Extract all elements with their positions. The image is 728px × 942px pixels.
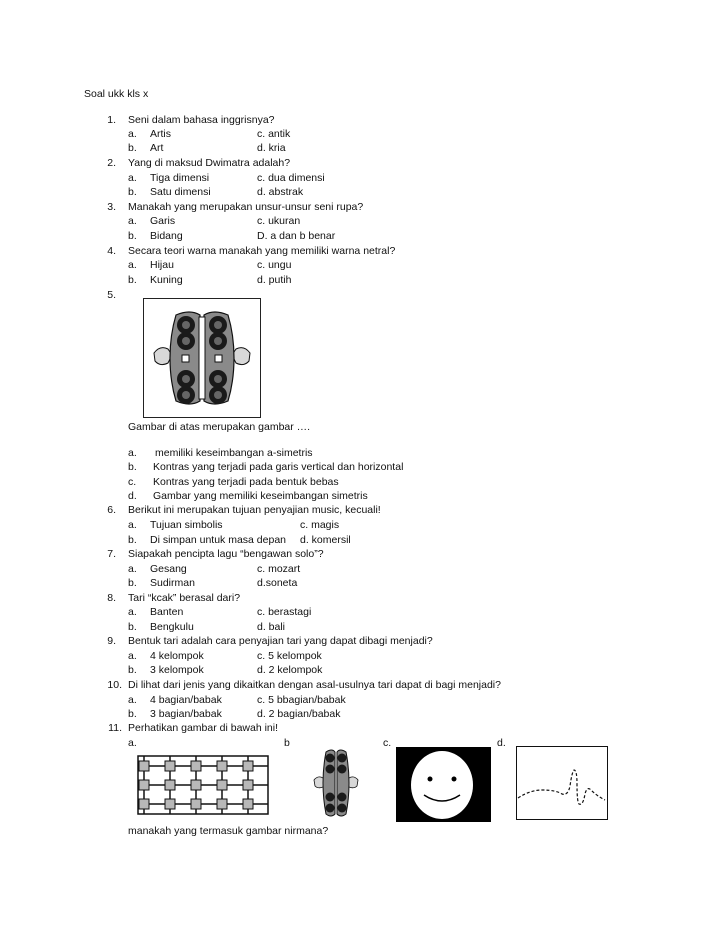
q5-opt-d: Gambar yang memiliki keseimbangan simetris [153,490,368,502]
smiley-face-figure [396,747,491,822]
q2-opt-a-letter: a. [128,172,137,184]
page-title: Soal ukk kls x [84,88,149,100]
q8-opt-c: c. berastagi [257,606,312,618]
q9-opt-c: c. 5 kelompok [257,650,322,662]
q7-opt-a: Gesang [150,563,187,575]
q7-opt-a-letter: a. [128,563,137,575]
q11-caption: manakah yang termasuk gambar nirmana? [128,825,329,837]
q5-caption: Gambar di atas merupakan gambar …. [128,421,311,433]
q2-opt-a: Tiga dimensi [150,172,210,184]
q10-opt-a: 4 bagian/babak [150,694,222,706]
q5-opt-b-letter: b. [128,461,137,473]
q5-opt-a: memiliki keseimbangan a-simetris [155,447,313,459]
q8-opt-d: d. bali [257,621,286,633]
q4-opt-b-letter: b. [128,274,137,286]
symmetric-balance-figure [144,299,260,417]
q11-fig-b-label: b [284,737,290,749]
q11-text: Perhatikan gambar di bawah ini! [128,722,279,734]
q6-opt-d: d. komersil [300,534,351,546]
q2-opt-b: Satu dimensi [150,186,211,198]
q9-text: Bentuk tari adalah cara penyajian tari yang dapat dibagi menjadi? [128,635,433,647]
q4-opt-a: Hijau [150,259,174,271]
q11-fig-c-label: c. [383,737,392,749]
q4-text: Secara teori warna manakah yang memiliki warna netral? [128,245,396,257]
q1-opt-a-letter: a. [128,128,137,140]
q8-opt-a-letter: a. [128,606,137,618]
q1-opt-a: Artis [150,128,171,140]
q10-opt-d: d. 2 bagian/babak [257,708,341,720]
q9-opt-d: d. 2 kelompok [257,664,323,676]
q3-opt-a: Garis [150,215,176,227]
q3-text: Manakah yang merupakan unsur-unsur seni rupa? [128,201,364,213]
q5-number: 5. [107,289,116,301]
symmetric-figure-frame [143,298,261,418]
q5-opt-c: Kontras yang terjadi pada bentuk bebas [153,476,339,488]
q4-opt-c: c. ungu [257,259,292,271]
q7-opt-d: d.soneta [257,577,298,589]
q10-number: 10. [107,679,122,691]
q5-opt-c-letter: c. [128,476,137,488]
q6-opt-b: Di simpan untuk masa depan [150,534,286,546]
q11-fig-a-label: a. [128,737,137,749]
q3-number: 3. [107,201,116,213]
q4-number: 4. [107,245,116,257]
q11-fig-d-label: d. [497,737,506,749]
q10-opt-a-letter: a. [128,694,137,706]
q10-text: Di lihat dari jenis yang dikaitkan dengan asal-usulnya tari dapat di bagi menjadi? [128,679,501,691]
q7-opt-b-letter: b. [128,577,137,589]
q1-text: Seni dalam bahasa inggrisnya? [128,114,275,126]
q2-number: 2. [107,157,116,169]
q8-opt-a: Banten [150,606,184,618]
q7-text: Siapakah pencipta lagu “bengawan solo”? [128,548,324,560]
q9-opt-b: 3 kelompok [150,664,204,676]
q6-opt-c: c. magis [300,519,340,531]
q4-opt-b: Kuning [150,274,183,286]
q10-opt-b-letter: b. [128,708,137,720]
small-symmetric-figure [312,744,360,822]
q9-opt-a: 4 kelompok [150,650,204,662]
q10-opt-b: 3 bagian/babak [150,708,222,720]
q8-opt-b: Bengkulu [150,621,194,633]
q5-opt-d-letter: d. [128,490,137,502]
q6-text: Berikut ini merupakan tujuan penyajian music, kecuali! [128,504,381,516]
q7-opt-b: Sudirman [150,577,195,589]
q1-number: 1. [107,114,116,126]
q6-opt-a: Tujuan simbolis [150,519,223,531]
q3-opt-b: Bidang [150,230,183,242]
dashed-line-figure [516,746,608,820]
q8-number: 8. [107,592,116,604]
q2-opt-d: d. abstrak [257,186,304,198]
q3-opt-b-letter: b. [128,230,137,242]
q3-opt-a-letter: a. [128,215,137,227]
q4-opt-a-letter: a. [128,259,137,271]
q9-number: 9. [107,635,116,647]
q5-opt-b: Kontras yang terjadi pada garis vertical dan horizontal [153,461,404,473]
q2-opt-c: c. dua dimensi [257,172,325,184]
q1-opt-c: c. antik [257,128,291,140]
q1-opt-b-letter: b. [128,142,137,154]
q8-text: Tari “kcak” berasal dari? [128,592,241,604]
q3-opt-d: D. a dan b benar [257,230,336,242]
q7-number: 7. [107,548,116,560]
q5-opt-a-letter: a. [128,447,137,459]
q6-number: 6. [107,504,116,516]
q11-number: 11. [108,722,122,734]
grid-pattern-figure [134,752,274,818]
q2-opt-b-letter: b. [128,186,137,198]
q10-opt-c: c. 5 bbagian/babak [257,694,346,706]
q3-opt-c: c. ukuran [257,215,301,227]
q9-opt-b-letter: b. [128,664,137,676]
q1-opt-b: Art [150,142,164,154]
q9-opt-a-letter: a. [128,650,137,662]
q1-opt-d: d. kria [257,142,286,154]
q4-opt-d: d. putih [257,274,292,286]
q7-opt-c: c. mozart [257,563,301,575]
q6-opt-b-letter: b. [128,534,137,546]
q2-text: Yang di maksud Dwimatra adalah? [128,157,291,169]
q8-opt-b-letter: b. [128,621,137,633]
q6-opt-a-letter: a. [128,519,137,531]
